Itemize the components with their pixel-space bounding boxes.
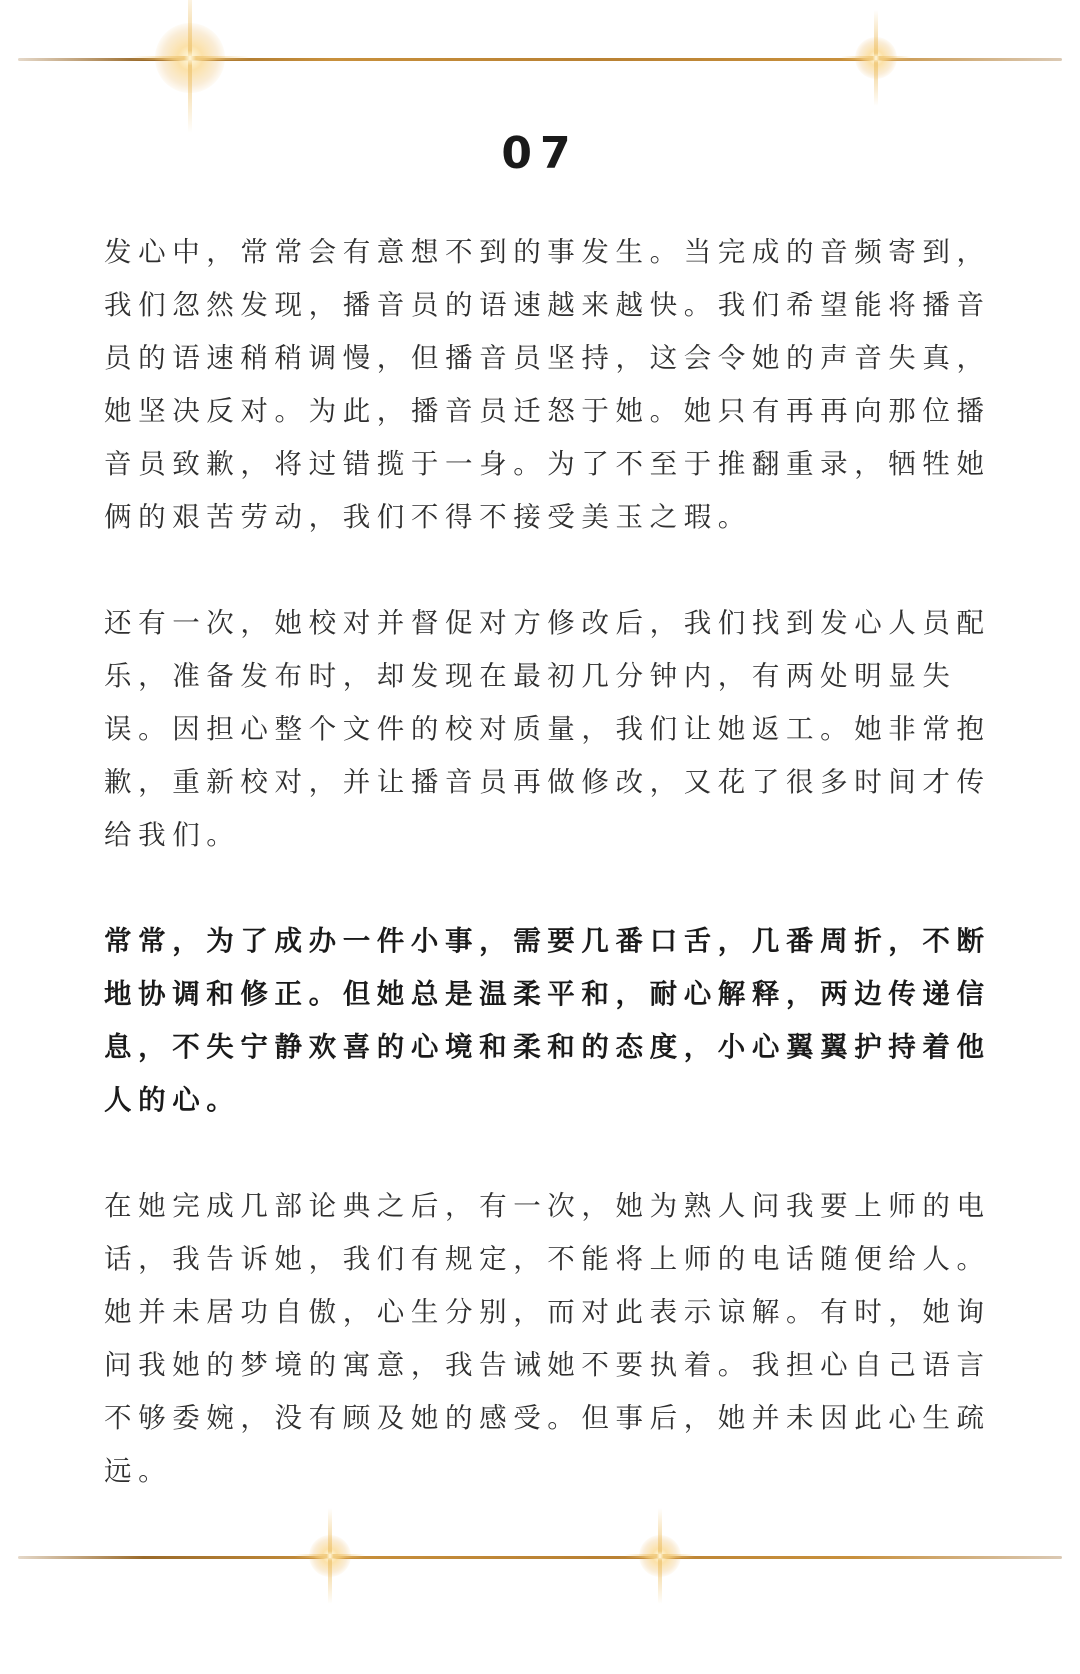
bottom-divider-line xyxy=(18,1556,1062,1559)
top-gold-divider xyxy=(18,58,1062,62)
bottom-gold-divider xyxy=(18,1556,1062,1560)
section-number: 07 xyxy=(501,128,579,179)
paragraph-2: 还有一次，她校对并督促对方修改后，我们找到发心人员配乐，准备发布时，却发现在最初几分钟内，有两处明显失误。因担心整个文件的校对质量，我们让她返工。她非常抱歉，重新校对，并让播音员再做修改，又花了很多时间才传给我们。 xyxy=(104,607,991,851)
paragraph-1: 发心中，常常会有意想不到的事发生。当完成的音频寄到，我们忽然发现，播音员的语速越来越快。我们希望能将播音员的语速稍稍调慢，但播音员坚持，这会令她的声音失真，她坚决反对。为此，播音员迁怒于她。她只有再再向那位播音员致歉，将过错揽于一身。为了不至于推翻重录，牺牲她俩的艰苦劳动，我们不得不接受美玉之瑕。 xyxy=(104,236,991,533)
top-left-sparkle-icon xyxy=(130,0,250,133)
paragraph-3-emphasis: 常常，为了成办一件小事，需要几番口舌，几番周折，不断地协调和修正。但她总是温柔平和，耐心解释，两边传递信息，不失宁静欢喜的心境和柔和的态度，小心翼翼护持着他人的心。 xyxy=(104,925,991,1116)
article-body xyxy=(104,226,1004,1551)
paragraph-4: 在她完成几部论典之后，有一次，她为熟人问我要上师的电话，我告诉她，我们有规定，不能将上师的电话随便给人。她并未居功自傲，心生分别，而对此表示谅解。有时，她询问我她的梦境的寓意，我告诫她不要执着。我担心自己语言不够委婉，没有顾及她的感受。但事后，她并未因此心生疏远。 xyxy=(104,1190,991,1487)
top-divider-line xyxy=(18,58,1062,61)
